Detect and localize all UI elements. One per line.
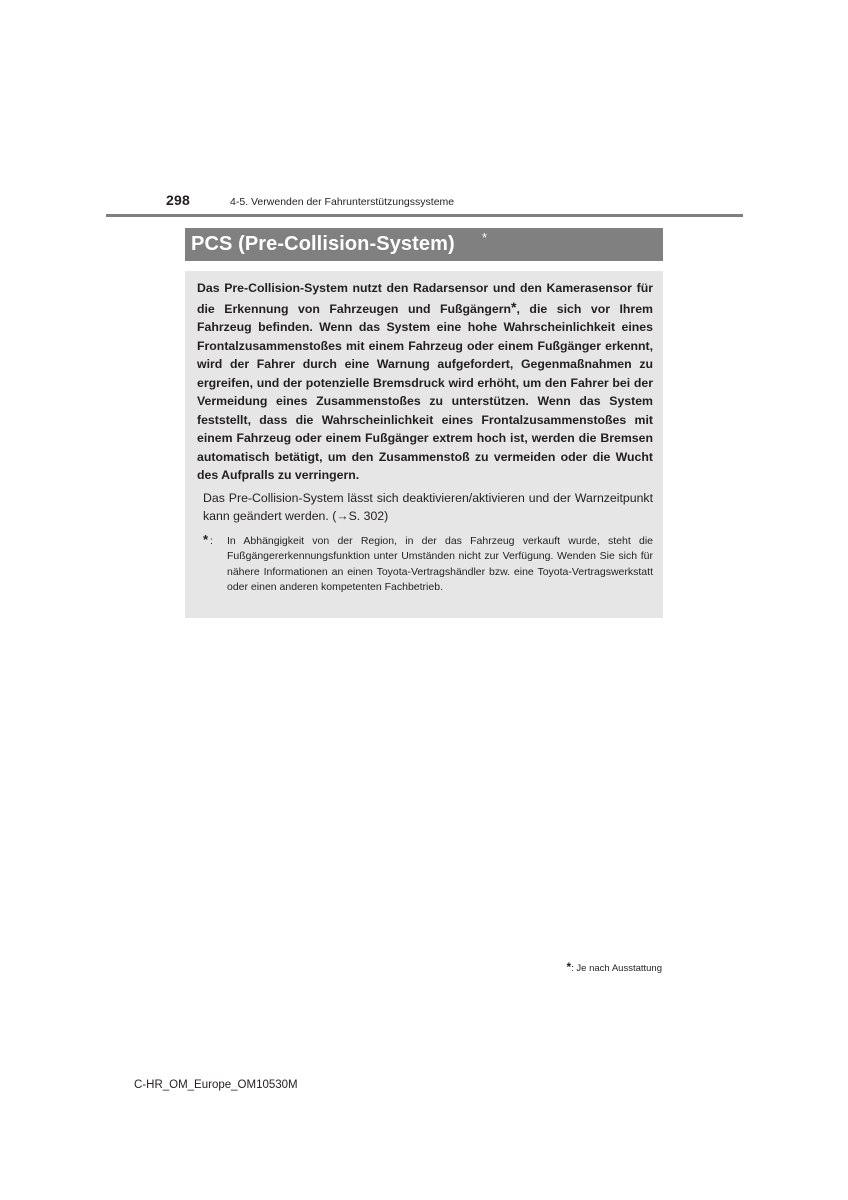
intro-text-part2: , die sich vor Ihrem Fahrzeug befinden. Wenn das System eine hohe Wahrscheinlichkeit eines Frontalzusammenstoßes mit einem Fahrzeug oder einem Fußgänger erkennt, wird der Fahrer durch eine Warnung aufgefordert, Gegenmaßnahmen zu ergreifen, und der potenzielle Bremsdruck wird erhöht, um den Fahrer bei der Vermeidung eines Zusammenstoßes zu unterstützen. Wenn das System feststellt, dass die Wahrscheinlichkeit eines Frontalzusammenstoßes mit einem Fahrzeug oder einem Fußgänger extrem hoch ist, werden die Bremsen automatisch betätigt, um den Zusammenstoß zu vermeiden oder die Wucht des Aufpralls zu verringern. xyxy=(197,301,653,482)
section-breadcrumb: 4-5. Verwenden der Fahrunterstützungssysteme xyxy=(230,196,455,208)
intro-box xyxy=(185,271,663,618)
document-code: C-HR_OM_Europe_OM10530M xyxy=(134,1079,298,1091)
header-divider xyxy=(106,214,743,217)
equipment-footnote xyxy=(566,960,662,974)
region-note xyxy=(203,531,653,596)
intro-asterisk: * xyxy=(511,298,517,315)
note-colon: : xyxy=(210,534,213,547)
page-title: PCS (Pre-Collision-System) xyxy=(191,233,455,255)
title-asterisk: * xyxy=(482,230,488,245)
intro-paragraph xyxy=(197,279,653,485)
note-text: In Abhängigkeit von der Region, in der das Fahrzeug verkauft wurde, steht die Fußgängererkennungsfunktion unter Umständen nicht zur Verfügung. Wenden Sie sich für nähere Informationen an einen Toyota-Vertragshändler bzw. eine Toyota-Vertragswerkstatt oder einen anderen kompetenten Fachbetrieb. xyxy=(227,534,653,594)
intro-text-part1: Das Pre-Collision-System nutzt den Radarsensor und den Kamerasensor für die Erkennung von Fahrzeugen und Fußgängern xyxy=(197,281,653,316)
section-title-bar xyxy=(185,228,663,261)
footnote-text: : Je nach Ausstattung xyxy=(571,963,662,974)
page-number: 298 xyxy=(166,192,190,208)
footnote-asterisk: * xyxy=(566,960,572,974)
note-asterisk: * xyxy=(203,531,209,547)
settings-paragraph: Das Pre-Collision-System lässt sich deaktivieren/aktivieren und der Warnzeitpunkt kann geändert werden. (→S. 302) xyxy=(203,490,653,523)
